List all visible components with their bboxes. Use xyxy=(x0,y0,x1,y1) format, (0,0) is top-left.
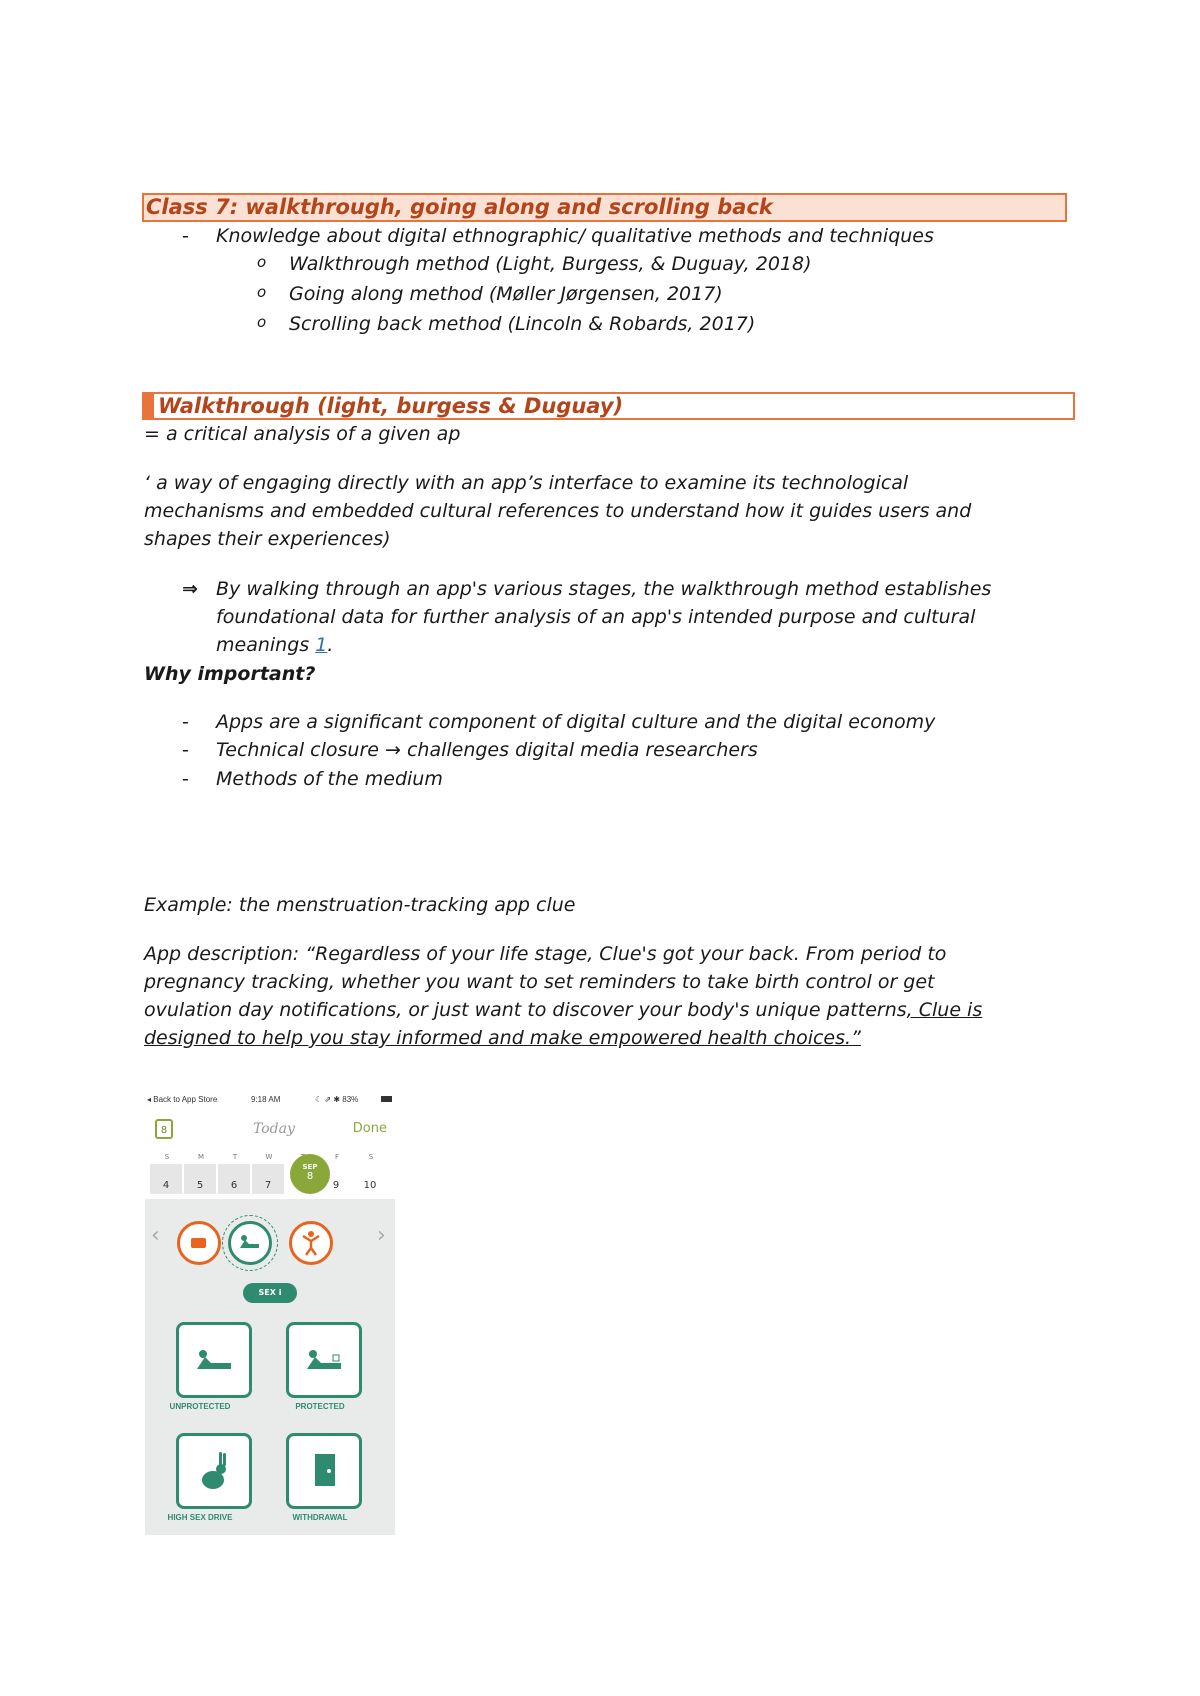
subbullet-going-along: Going along method (Møller Jørgensen, 2017) xyxy=(289,283,723,305)
unprotected-tile[interactable] xyxy=(176,1322,252,1398)
bullet-dash: - xyxy=(182,225,189,247)
quote-line: ‘ a way of engaging directly with an app’s interface to examine its technological xyxy=(144,472,909,494)
top-bar xyxy=(145,1115,395,1145)
why-bullet: Technical closure → challenges digital media researchers xyxy=(216,739,758,761)
tile-label: UNPROTECTED xyxy=(169,1402,231,1411)
bullet-dash: - xyxy=(182,711,189,733)
exercise-category-button[interactable] xyxy=(289,1221,333,1265)
chevron-right-icon[interactable]: › xyxy=(377,1223,386,1248)
subbullet-walkthrough: Walkthrough method (Light, Burgess, & Duguay, 2018) xyxy=(289,253,812,275)
tile-label: HIGH SEX DRIVE xyxy=(167,1513,233,1522)
back-to-app-store[interactable]: ◂ Back to App Store xyxy=(147,1095,218,1104)
app-desc-line: ovulation day notifications, or just want to discover your body's unique patterns, Clue is xyxy=(144,999,983,1021)
rabbit-icon xyxy=(179,1436,249,1506)
period-category-button[interactable] xyxy=(177,1221,221,1265)
arrow-line-last: meanings 1. xyxy=(216,634,334,656)
person-icon xyxy=(292,1224,330,1262)
date-cell[interactable]: 9 xyxy=(332,1180,340,1191)
app-desc-line: pregnancy tracking, whether you want to set reminders to take birth control or get xyxy=(144,971,935,993)
status-time: 9:18 AM xyxy=(251,1095,281,1104)
sex-icon xyxy=(231,1224,269,1262)
sex-category-button[interactable] xyxy=(228,1221,272,1265)
circle-bullet: o xyxy=(257,253,267,271)
tracking-panel xyxy=(145,1199,395,1535)
done-button[interactable]: Done xyxy=(352,1121,387,1136)
withdrawal-tile[interactable] xyxy=(286,1433,362,1509)
clue-app-screenshot xyxy=(145,1085,395,1535)
selected-date: 8 xyxy=(306,1171,314,1182)
tile-label: PROTECTED xyxy=(295,1402,345,1411)
footnote-link[interactable]: 1 xyxy=(315,634,328,656)
date-cell[interactable]: 7 xyxy=(252,1164,284,1194)
chevron-left-icon[interactable]: ‹ xyxy=(151,1223,160,1248)
unprotected-icon xyxy=(179,1325,249,1395)
screen-title: Today xyxy=(253,1121,295,1137)
quote-line: shapes their experiences) xyxy=(144,528,391,550)
walkthrough-heading-text: Walkthrough (light, burgess & Duguay) xyxy=(158,394,624,418)
heading-accent-bar xyxy=(142,392,154,420)
bullet-dash: - xyxy=(182,768,189,790)
knowledge-bullet: Knowledge about digital ethnographic/ qualitative methods and techniques xyxy=(216,225,934,247)
date-cell[interactable]: 6 xyxy=(218,1164,250,1194)
arrow-bullet-icon: ⇒ xyxy=(182,578,198,600)
weekday-label: W xyxy=(265,1153,273,1161)
walkthrough-heading xyxy=(142,392,1075,420)
bullet-dash: - xyxy=(182,739,189,761)
subbullet-scrolling-back: Scrolling back method (Lincoln & Robards, 2017) xyxy=(289,313,756,335)
high-sex-drive-tile[interactable] xyxy=(176,1433,252,1509)
selected-month: SEP xyxy=(302,1163,318,1171)
calendar-icon[interactable]: 8 xyxy=(155,1119,173,1139)
selected-day[interactable] xyxy=(290,1154,330,1194)
app-desc-underlined: designed to help you stay informed and make empowered health choices.” xyxy=(144,1027,861,1049)
circle-bullet: o xyxy=(257,283,267,301)
date-strip xyxy=(150,1164,390,1194)
date-cell[interactable]: 5 xyxy=(184,1164,216,1194)
weekday-label: S xyxy=(164,1153,170,1161)
quote-line: mechanisms and embedded cultural references to understand how it guides users and xyxy=(144,500,972,522)
status-indicators: ☾ ⇗ ✱ 83% xyxy=(315,1095,359,1104)
app-desc-line: App description: “Regardless of your life stage, Clue's got your back. From period to xyxy=(144,943,947,965)
pad-icon xyxy=(180,1224,218,1262)
example-line: Example: the menstruation-tracking app clue xyxy=(144,894,576,916)
why-bullet: Apps are a significant component of digital culture and the digital economy xyxy=(216,711,936,733)
category-pill[interactable]: SEX i xyxy=(243,1283,297,1303)
class-heading: Class 7: walkthrough, going along and scrolling back xyxy=(142,193,1067,222)
date-cell[interactable]: 4 xyxy=(150,1164,182,1194)
circle-bullet: o xyxy=(257,313,267,331)
arrow-line: By walking through an app's various stages, the walkthrough method establishes xyxy=(216,578,992,600)
door-icon xyxy=(289,1436,359,1506)
weekday-label: T xyxy=(232,1153,238,1161)
why-important-heading: Why important? xyxy=(144,663,316,685)
battery-icon xyxy=(381,1096,392,1102)
weekday-label: M xyxy=(197,1153,205,1161)
date-cell[interactable]: 10 xyxy=(363,1180,377,1191)
arrow-line: foundational data for further analysis of an app's intended purpose and cultural xyxy=(216,606,976,628)
why-bullet: Methods of the medium xyxy=(216,768,443,790)
protected-icon xyxy=(289,1325,359,1395)
protected-tile[interactable] xyxy=(286,1322,362,1398)
tile-label: WITHDRAWAL xyxy=(292,1513,348,1522)
definition: = a critical analysis of a given ap xyxy=(144,423,461,445)
weekday-label: F xyxy=(334,1153,340,1161)
weekday-label: S xyxy=(368,1153,374,1161)
